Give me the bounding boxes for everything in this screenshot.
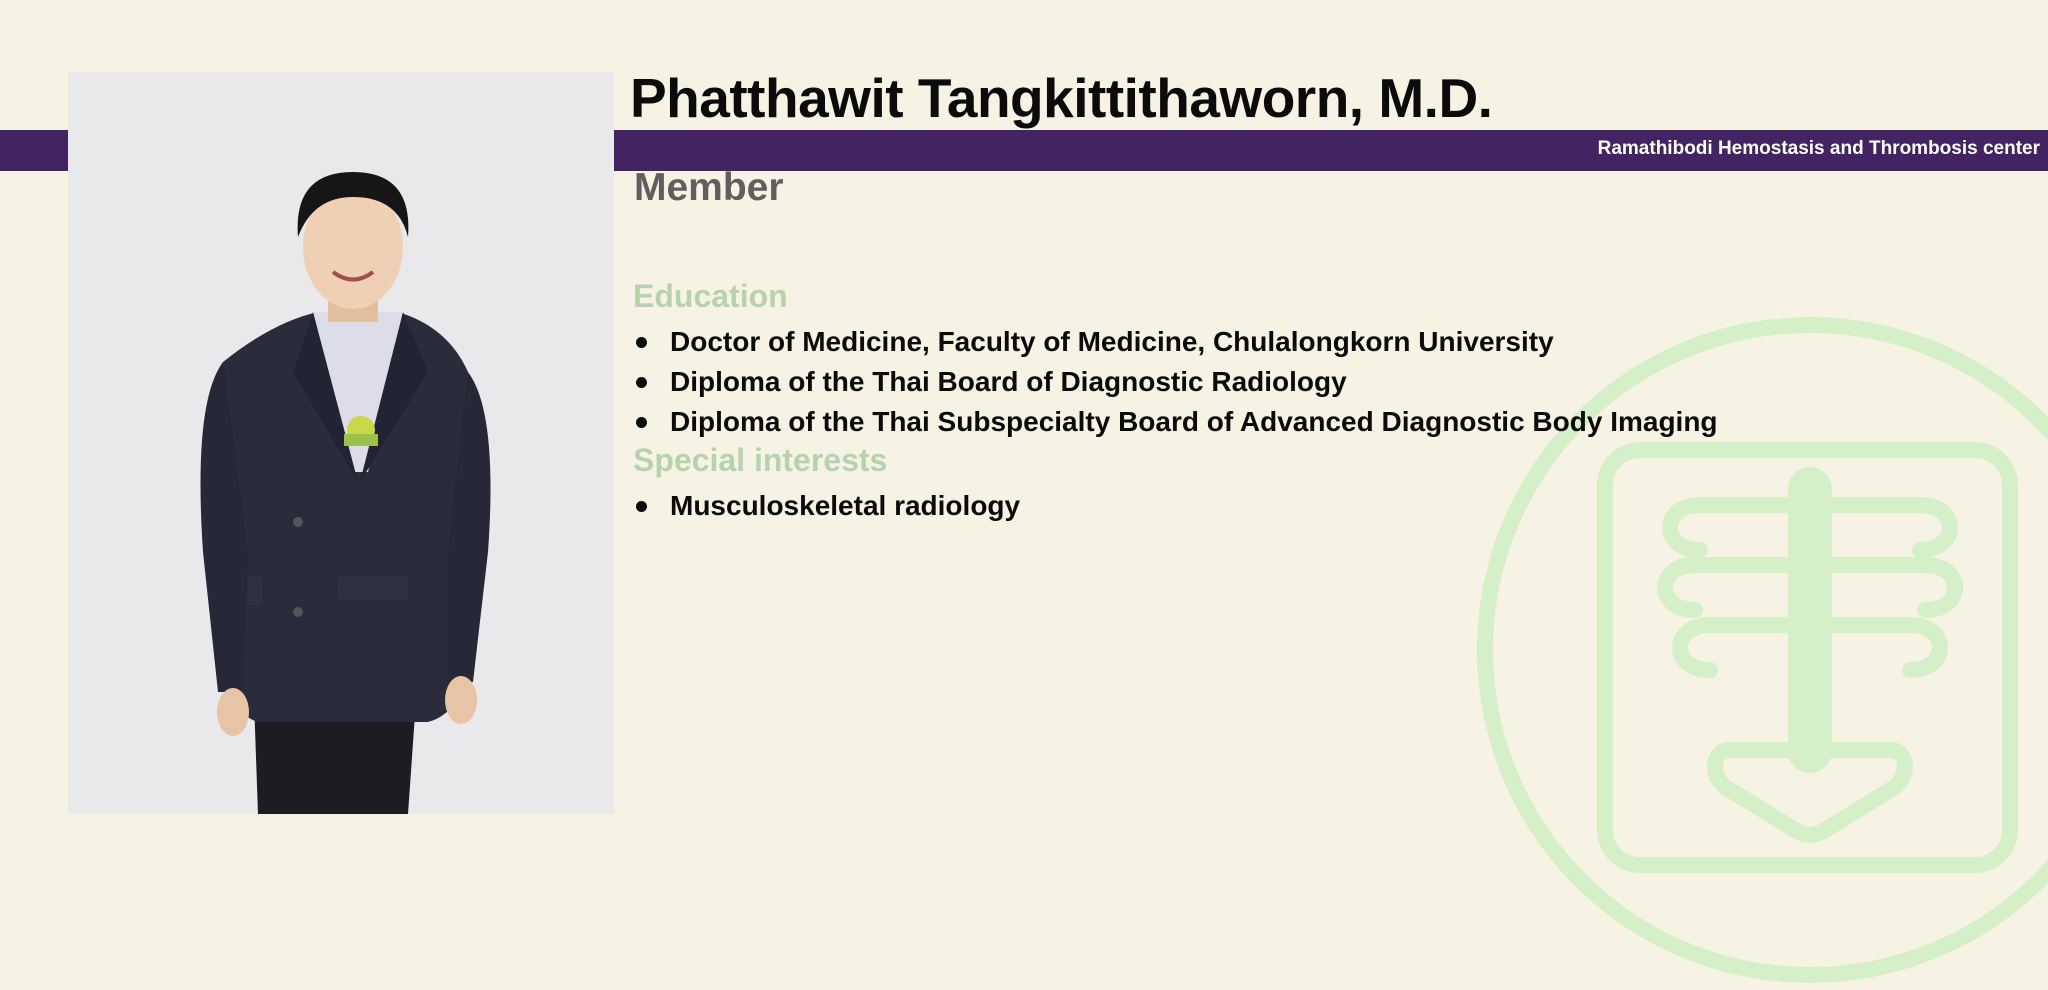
education-heading: Education bbox=[633, 278, 788, 314]
list-item-text: Diploma of the Thai Board of Diagnostic Radiology bbox=[670, 366, 1347, 397]
portrait-illustration bbox=[68, 72, 614, 814]
doctor-portrait bbox=[68, 72, 614, 814]
bullet-icon bbox=[636, 417, 647, 428]
list-item bbox=[634, 322, 1718, 362]
interests-heading: Special interests bbox=[633, 442, 888, 478]
bullet-icon bbox=[636, 337, 647, 348]
list-item-text: Diploma of the Thai Subspecialty Board of Advanced Diagnostic Body Imaging bbox=[670, 406, 1718, 437]
education-list bbox=[634, 322, 1718, 442]
list-item-text: Musculoskeletal radiology bbox=[670, 490, 1021, 521]
page-title: Phatthawit Tangkittithaworn, M.D. bbox=[630, 67, 1493, 129]
list-item bbox=[634, 362, 1718, 402]
bullet-icon bbox=[636, 501, 647, 512]
list-item bbox=[634, 486, 1020, 526]
list-item bbox=[634, 402, 1718, 442]
interests-list bbox=[634, 486, 1020, 526]
bullet-icon bbox=[636, 377, 647, 388]
role-label: Member bbox=[634, 166, 784, 209]
list-item-text: Doctor of Medicine, Faculty of Medicine, Chulalongkorn University bbox=[670, 326, 1554, 357]
center-name: Ramathibodi Hemostasis and Thrombosis center bbox=[1597, 138, 2040, 159]
